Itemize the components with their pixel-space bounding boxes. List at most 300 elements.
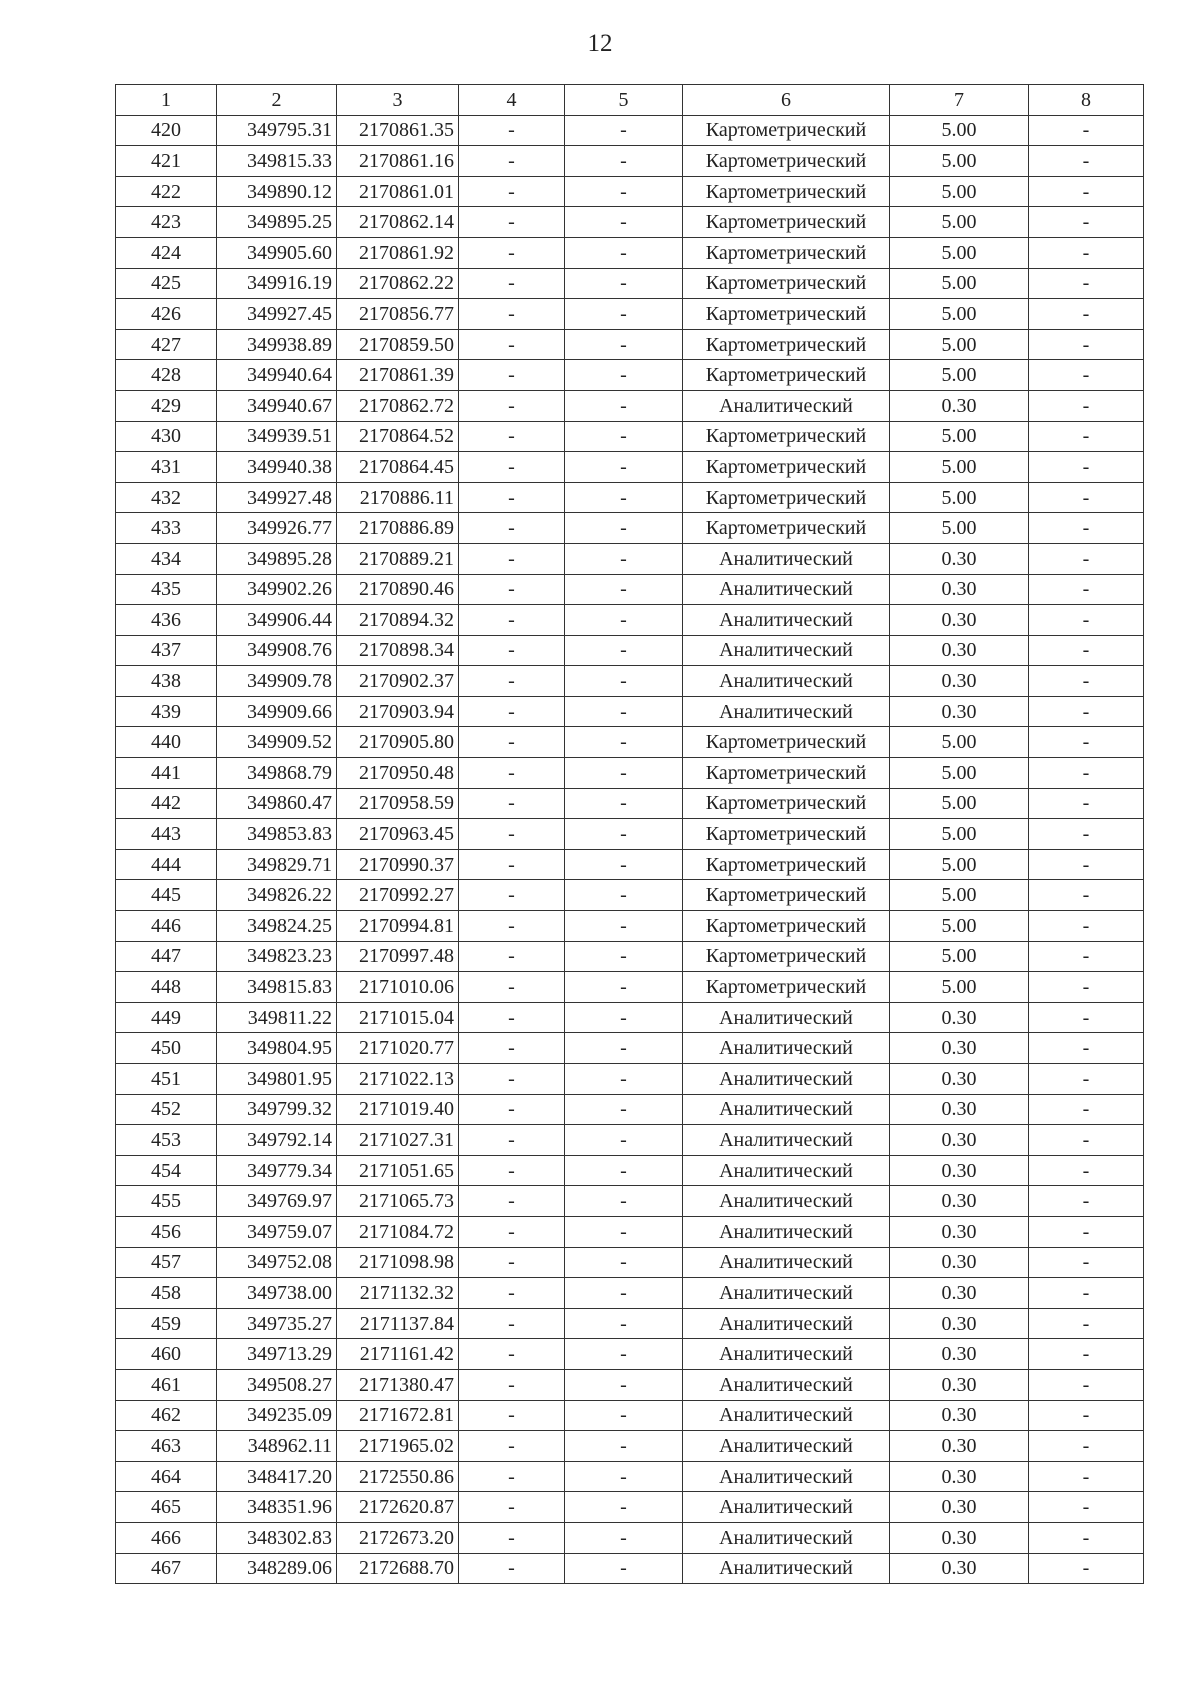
table-row (116, 1400, 1144, 1431)
table-row (116, 543, 1144, 574)
accuracy-cell: 5.00 (890, 849, 1029, 880)
y-coordinate-cell: 2170958.59 (337, 788, 459, 819)
accuracy-cell: 0.30 (890, 605, 1029, 636)
accuracy-cell: 0.30 (890, 1155, 1029, 1186)
method-cell: Картометрический (683, 329, 890, 360)
col4-cell: - (459, 1461, 565, 1492)
y-coordinate-cell: 2171027.31 (337, 1125, 459, 1156)
x-coordinate-cell: 349890.12 (217, 176, 337, 207)
accuracy-cell: 5.00 (890, 115, 1029, 146)
col5-cell: - (565, 1094, 683, 1125)
table-row (116, 1002, 1144, 1033)
col8-cell: - (1029, 574, 1144, 605)
col4-cell: - (459, 207, 565, 238)
col4-cell: - (459, 1308, 565, 1339)
table-row (116, 1094, 1144, 1125)
col5-cell: - (565, 1492, 683, 1523)
col4-cell: - (459, 176, 565, 207)
method-cell: Картометрический (683, 237, 890, 268)
y-coordinate-cell: 2171022.13 (337, 1064, 459, 1095)
col5-cell: - (565, 421, 683, 452)
x-coordinate-cell: 349235.09 (217, 1400, 337, 1431)
col8-cell: - (1029, 1339, 1144, 1370)
method-cell: Картометрический (683, 972, 890, 1003)
accuracy-cell: 5.00 (890, 941, 1029, 972)
col5-cell: - (565, 146, 683, 177)
col5-cell: - (565, 1461, 683, 1492)
x-coordinate-cell: 349902.26 (217, 574, 337, 605)
method-cell: Аналитический (683, 1461, 890, 1492)
y-coordinate-cell: 2170898.34 (337, 635, 459, 666)
point-number-cell: 420 (116, 115, 217, 146)
method-cell: Аналитический (683, 1339, 890, 1370)
col5-cell: - (565, 1002, 683, 1033)
table-row (116, 849, 1144, 880)
x-coordinate-cell: 349940.38 (217, 452, 337, 483)
col8-cell: - (1029, 1553, 1144, 1584)
accuracy-cell: 0.30 (890, 1247, 1029, 1278)
table-row (116, 237, 1144, 268)
y-coordinate-cell: 2171084.72 (337, 1216, 459, 1247)
method-cell: Аналитический (683, 1216, 890, 1247)
x-coordinate-cell: 349829.71 (217, 849, 337, 880)
point-number-cell: 453 (116, 1125, 217, 1156)
x-coordinate-cell: 349908.76 (217, 635, 337, 666)
accuracy-cell: 0.30 (890, 666, 1029, 697)
table-row (116, 513, 1144, 544)
table-row (116, 1247, 1144, 1278)
col8-cell: - (1029, 1431, 1144, 1462)
col8-cell: - (1029, 1522, 1144, 1553)
accuracy-cell: 0.30 (890, 1492, 1029, 1523)
x-coordinate-cell: 349792.14 (217, 1125, 337, 1156)
table-row (116, 115, 1144, 146)
point-number-cell: 446 (116, 911, 217, 942)
col5-cell: - (565, 1064, 683, 1095)
y-coordinate-cell: 2171137.84 (337, 1308, 459, 1339)
method-cell: Аналитический (683, 1247, 890, 1278)
y-coordinate-cell: 2172620.87 (337, 1492, 459, 1523)
col5-cell: - (565, 543, 683, 574)
col5-cell: - (565, 1431, 683, 1462)
accuracy-cell: 5.00 (890, 421, 1029, 452)
x-coordinate-cell: 349905.60 (217, 237, 337, 268)
table-row (116, 1461, 1144, 1492)
x-coordinate-cell: 349801.95 (217, 1064, 337, 1095)
col4-cell: - (459, 696, 565, 727)
col4-cell: - (459, 1155, 565, 1186)
col4-cell: - (459, 1002, 565, 1033)
col5-cell: - (565, 911, 683, 942)
col4-cell: - (459, 146, 565, 177)
x-coordinate-cell: 349804.95 (217, 1033, 337, 1064)
method-cell: Картометрический (683, 911, 890, 942)
accuracy-cell: 5.00 (890, 360, 1029, 391)
col4-cell: - (459, 1094, 565, 1125)
point-number-cell: 421 (116, 146, 217, 177)
col8-cell: - (1029, 1461, 1144, 1492)
table-row (116, 1431, 1144, 1462)
x-coordinate-cell: 349815.83 (217, 972, 337, 1003)
method-cell: Картометрический (683, 115, 890, 146)
col4-cell: - (459, 635, 565, 666)
accuracy-cell: 0.30 (890, 1216, 1029, 1247)
col8-cell: - (1029, 513, 1144, 544)
point-number-cell: 431 (116, 452, 217, 483)
table-header-row (116, 85, 1144, 116)
y-coordinate-cell: 2170859.50 (337, 329, 459, 360)
accuracy-cell: 5.00 (890, 727, 1029, 758)
col5-cell: - (565, 452, 683, 483)
y-coordinate-cell: 2170864.45 (337, 452, 459, 483)
accuracy-cell: 5.00 (890, 146, 1029, 177)
y-coordinate-cell: 2170861.01 (337, 176, 459, 207)
table-row (116, 758, 1144, 789)
method-cell: Картометрический (683, 513, 890, 544)
col5-cell: - (565, 1308, 683, 1339)
col5-cell: - (565, 268, 683, 299)
col8-cell: - (1029, 1278, 1144, 1309)
accuracy-cell: 5.00 (890, 299, 1029, 330)
y-coordinate-cell: 2170864.52 (337, 421, 459, 452)
method-cell: Аналитический (683, 1094, 890, 1125)
y-coordinate-cell: 2170862.72 (337, 390, 459, 421)
col8-cell: - (1029, 237, 1144, 268)
x-coordinate-cell: 349926.77 (217, 513, 337, 544)
x-coordinate-cell: 349909.52 (217, 727, 337, 758)
table-row (116, 1155, 1144, 1186)
x-coordinate-cell: 349811.22 (217, 1002, 337, 1033)
point-number-cell: 432 (116, 482, 217, 513)
point-number-cell: 460 (116, 1339, 217, 1370)
col4-cell: - (459, 421, 565, 452)
point-number-cell: 447 (116, 941, 217, 972)
table-row (116, 1522, 1144, 1553)
table-row (116, 1033, 1144, 1064)
method-cell: Картометрический (683, 941, 890, 972)
x-coordinate-cell: 349860.47 (217, 788, 337, 819)
method-cell: Аналитический (683, 1186, 890, 1217)
point-number-cell: 427 (116, 329, 217, 360)
col5-cell: - (565, 574, 683, 605)
col8-cell: - (1029, 1064, 1144, 1095)
table-row (116, 299, 1144, 330)
col5-cell: - (565, 513, 683, 544)
col5-cell: - (565, 360, 683, 391)
y-coordinate-cell: 2170861.16 (337, 146, 459, 177)
method-cell: Аналитический (683, 574, 890, 605)
col4-cell: - (459, 819, 565, 850)
accuracy-cell: 0.30 (890, 390, 1029, 421)
point-number-cell: 441 (116, 758, 217, 789)
point-number-cell: 442 (116, 788, 217, 819)
accuracy-cell: 0.30 (890, 1308, 1029, 1339)
table-row (116, 1369, 1144, 1400)
y-coordinate-cell: 2170903.94 (337, 696, 459, 727)
method-cell: Картометрический (683, 758, 890, 789)
col5-cell: - (565, 666, 683, 697)
y-coordinate-cell: 2170950.48 (337, 758, 459, 789)
col8-cell: - (1029, 421, 1144, 452)
accuracy-cell: 0.30 (890, 1125, 1029, 1156)
col8-cell: - (1029, 1155, 1144, 1186)
col8-cell: - (1029, 788, 1144, 819)
col4-cell: - (459, 390, 565, 421)
column-header: 5 (565, 85, 683, 116)
col4-cell: - (459, 911, 565, 942)
accuracy-cell: 0.30 (890, 1094, 1029, 1125)
col5-cell: - (565, 819, 683, 850)
y-coordinate-cell: 2170862.14 (337, 207, 459, 238)
col5-cell: - (565, 727, 683, 758)
col4-cell: - (459, 574, 565, 605)
method-cell: Аналитический (683, 1002, 890, 1033)
x-coordinate-cell: 349895.25 (217, 207, 337, 238)
accuracy-cell: 0.30 (890, 1064, 1029, 1095)
point-number-cell: 428 (116, 360, 217, 391)
method-cell: Картометрический (683, 299, 890, 330)
table-row (116, 911, 1144, 942)
point-number-cell: 433 (116, 513, 217, 544)
col5-cell: - (565, 1033, 683, 1064)
coordinates-table (115, 84, 1144, 1584)
accuracy-cell: 0.30 (890, 1278, 1029, 1309)
method-cell: Аналитический (683, 1278, 890, 1309)
col8-cell: - (1029, 1247, 1144, 1278)
accuracy-cell: 5.00 (890, 329, 1029, 360)
x-coordinate-cell: 349940.67 (217, 390, 337, 421)
col4-cell: - (459, 513, 565, 544)
table-row (116, 1278, 1144, 1309)
table-body (116, 115, 1144, 1584)
table-row (116, 360, 1144, 391)
method-cell: Картометрический (683, 207, 890, 238)
method-cell: Аналитический (683, 1125, 890, 1156)
accuracy-cell: 0.30 (890, 1461, 1029, 1492)
col4-cell: - (459, 1186, 565, 1217)
col4-cell: - (459, 299, 565, 330)
col5-cell: - (565, 1339, 683, 1370)
x-coordinate-cell: 348962.11 (217, 1431, 337, 1462)
col4-cell: - (459, 1278, 565, 1309)
col5-cell: - (565, 115, 683, 146)
table-row (116, 390, 1144, 421)
page-number: 12 (587, 30, 613, 57)
col5-cell: - (565, 972, 683, 1003)
table-row (116, 941, 1144, 972)
accuracy-cell: 0.30 (890, 1186, 1029, 1217)
accuracy-cell: 0.30 (890, 635, 1029, 666)
table-row (116, 1339, 1144, 1370)
x-coordinate-cell: 349752.08 (217, 1247, 337, 1278)
col8-cell: - (1029, 390, 1144, 421)
method-cell: Аналитический (683, 1064, 890, 1095)
x-coordinate-cell: 349916.19 (217, 268, 337, 299)
col4-cell: - (459, 482, 565, 513)
col5-cell: - (565, 1216, 683, 1247)
accuracy-cell: 0.30 (890, 1033, 1029, 1064)
method-cell: Картометрический (683, 360, 890, 391)
y-coordinate-cell: 2171672.81 (337, 1400, 459, 1431)
y-coordinate-cell: 2172688.70 (337, 1553, 459, 1584)
point-number-cell: 455 (116, 1186, 217, 1217)
table-row (116, 452, 1144, 483)
accuracy-cell: 5.00 (890, 513, 1029, 544)
table-row (116, 605, 1144, 636)
point-number-cell: 465 (116, 1492, 217, 1523)
x-coordinate-cell: 349823.23 (217, 941, 337, 972)
col4-cell: - (459, 1247, 565, 1278)
point-number-cell: 464 (116, 1461, 217, 1492)
point-number-cell: 451 (116, 1064, 217, 1095)
col4-cell: - (459, 1400, 565, 1431)
y-coordinate-cell: 2170902.37 (337, 666, 459, 697)
col8-cell: - (1029, 727, 1144, 758)
accuracy-cell: 5.00 (890, 452, 1029, 483)
method-cell: Аналитический (683, 543, 890, 574)
col5-cell: - (565, 635, 683, 666)
col4-cell: - (459, 1431, 565, 1462)
point-number-cell: 438 (116, 666, 217, 697)
y-coordinate-cell: 2170861.92 (337, 237, 459, 268)
accuracy-cell: 0.30 (890, 1553, 1029, 1584)
method-cell: Аналитический (683, 605, 890, 636)
x-coordinate-cell: 349759.07 (217, 1216, 337, 1247)
col4-cell: - (459, 972, 565, 1003)
y-coordinate-cell: 2171380.47 (337, 1369, 459, 1400)
y-coordinate-cell: 2171010.06 (337, 972, 459, 1003)
point-number-cell: 456 (116, 1216, 217, 1247)
point-number-cell: 429 (116, 390, 217, 421)
point-number-cell: 462 (116, 1400, 217, 1431)
point-number-cell: 459 (116, 1308, 217, 1339)
method-cell: Аналитический (683, 1431, 890, 1462)
col5-cell: - (565, 1278, 683, 1309)
x-coordinate-cell: 348302.83 (217, 1522, 337, 1553)
point-number-cell: 450 (116, 1033, 217, 1064)
point-number-cell: 425 (116, 268, 217, 299)
method-cell: Картометрический (683, 727, 890, 758)
x-coordinate-cell: 349815.33 (217, 146, 337, 177)
col5-cell: - (565, 1522, 683, 1553)
col5-cell: - (565, 207, 683, 238)
table-row (116, 1553, 1144, 1584)
col8-cell: - (1029, 176, 1144, 207)
table-row (116, 1064, 1144, 1095)
accuracy-cell: 0.30 (890, 696, 1029, 727)
point-number-cell: 434 (116, 543, 217, 574)
table-row (116, 176, 1144, 207)
x-coordinate-cell: 348351.96 (217, 1492, 337, 1523)
method-cell: Аналитический (683, 696, 890, 727)
col5-cell: - (565, 1125, 683, 1156)
x-coordinate-cell: 349769.97 (217, 1186, 337, 1217)
table-row (116, 880, 1144, 911)
col4-cell: - (459, 788, 565, 819)
point-number-cell: 423 (116, 207, 217, 238)
y-coordinate-cell: 2170886.11 (337, 482, 459, 513)
col8-cell: - (1029, 1308, 1144, 1339)
x-coordinate-cell: 349795.31 (217, 115, 337, 146)
table-row (116, 1216, 1144, 1247)
column-header: 8 (1029, 85, 1144, 116)
col5-cell: - (565, 1247, 683, 1278)
point-number-cell: 461 (116, 1369, 217, 1400)
point-number-cell: 430 (116, 421, 217, 452)
x-coordinate-cell: 349779.34 (217, 1155, 337, 1186)
table-row (116, 482, 1144, 513)
point-number-cell: 454 (116, 1155, 217, 1186)
method-cell: Аналитический (683, 1522, 890, 1553)
col8-cell: - (1029, 1125, 1144, 1156)
method-cell: Аналитический (683, 635, 890, 666)
accuracy-cell: 0.30 (890, 1002, 1029, 1033)
method-cell: Аналитический (683, 1155, 890, 1186)
accuracy-cell: 0.30 (890, 1369, 1029, 1400)
table-row (116, 1125, 1144, 1156)
method-cell: Аналитический (683, 1553, 890, 1584)
col4-cell: - (459, 1033, 565, 1064)
accuracy-cell: 0.30 (890, 1522, 1029, 1553)
x-coordinate-cell: 349927.45 (217, 299, 337, 330)
accuracy-cell: 5.00 (890, 207, 1029, 238)
y-coordinate-cell: 2171098.98 (337, 1247, 459, 1278)
table-row (116, 635, 1144, 666)
table-row (116, 1186, 1144, 1217)
column-header: 4 (459, 85, 565, 116)
y-coordinate-cell: 2171019.40 (337, 1094, 459, 1125)
point-number-cell: 449 (116, 1002, 217, 1033)
col5-cell: - (565, 482, 683, 513)
y-coordinate-cell: 2170963.45 (337, 819, 459, 850)
y-coordinate-cell: 2171020.77 (337, 1033, 459, 1064)
col4-cell: - (459, 941, 565, 972)
col8-cell: - (1029, 941, 1144, 972)
col8-cell: - (1029, 849, 1144, 880)
y-coordinate-cell: 2171132.32 (337, 1278, 459, 1309)
y-coordinate-cell: 2170862.22 (337, 268, 459, 299)
col5-cell: - (565, 1400, 683, 1431)
col4-cell: - (459, 727, 565, 758)
point-number-cell: 435 (116, 574, 217, 605)
table-row (116, 207, 1144, 238)
col8-cell: - (1029, 1216, 1144, 1247)
accuracy-cell: 5.00 (890, 880, 1029, 911)
accuracy-cell: 0.30 (890, 1431, 1029, 1462)
col4-cell: - (459, 268, 565, 299)
accuracy-cell: 5.00 (890, 482, 1029, 513)
col4-cell: - (459, 605, 565, 636)
col8-cell: - (1029, 299, 1144, 330)
y-coordinate-cell: 2170997.48 (337, 941, 459, 972)
col4-cell: - (459, 1492, 565, 1523)
col8-cell: - (1029, 1002, 1144, 1033)
x-coordinate-cell: 349824.25 (217, 911, 337, 942)
x-coordinate-cell: 349868.79 (217, 758, 337, 789)
table-row (116, 421, 1144, 452)
accuracy-cell: 5.00 (890, 176, 1029, 207)
table-row (116, 574, 1144, 605)
col5-cell: - (565, 390, 683, 421)
point-number-cell: 439 (116, 696, 217, 727)
accuracy-cell: 5.00 (890, 788, 1029, 819)
method-cell: Картометрический (683, 146, 890, 177)
y-coordinate-cell: 2170861.39 (337, 360, 459, 391)
col8-cell: - (1029, 1094, 1144, 1125)
col8-cell: - (1029, 1186, 1144, 1217)
x-coordinate-cell: 349938.89 (217, 329, 337, 360)
accuracy-cell: 0.30 (890, 1339, 1029, 1370)
